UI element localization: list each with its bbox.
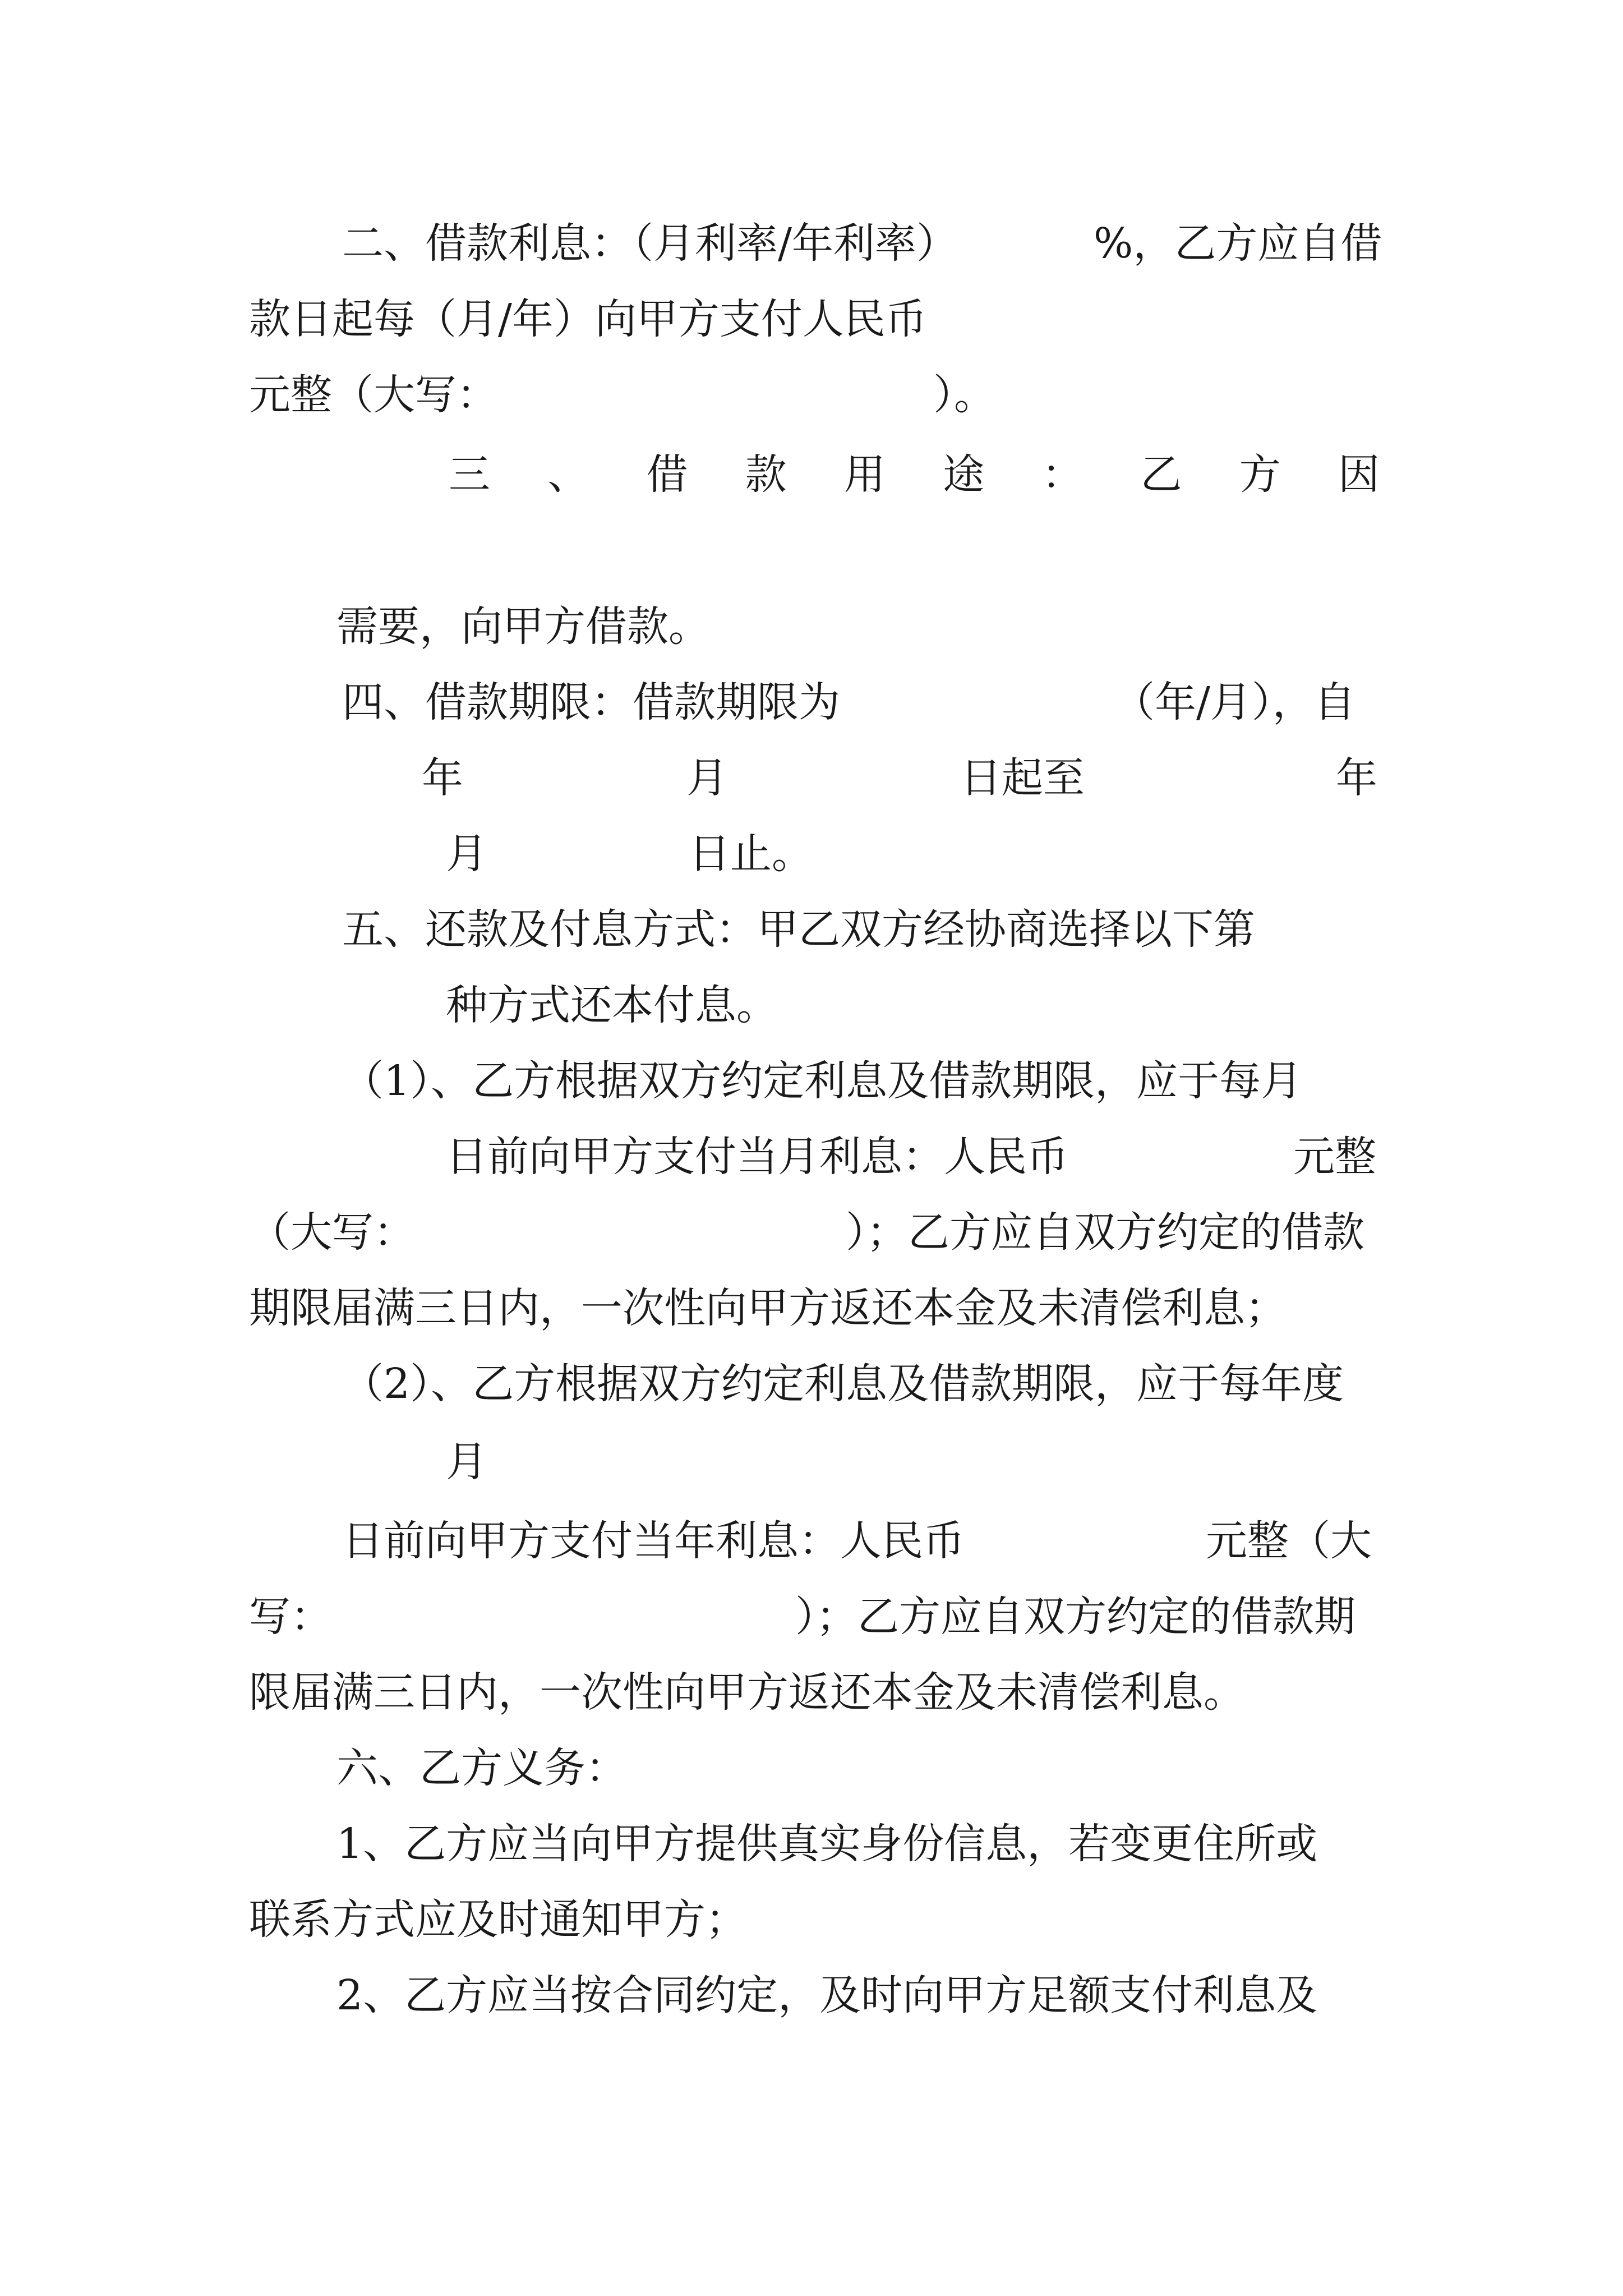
clause3-char: 乙 bbox=[1140, 450, 1182, 499]
option1-line3-a: （大写： bbox=[249, 1208, 415, 1257]
clause4-day-from: 日起至 bbox=[960, 754, 1085, 802]
clause4-year-1: 年 bbox=[422, 754, 463, 802]
clause3-char: 因 bbox=[1338, 450, 1380, 499]
clause3-char: 用 bbox=[843, 450, 886, 499]
clause3-char: 借 bbox=[646, 450, 688, 499]
clause3-char: 方 bbox=[1239, 450, 1281, 499]
clause6-title: 六、乙方义务： bbox=[336, 1744, 627, 1792]
clause2-line3-b: ）。 bbox=[933, 371, 995, 419]
clause5-line1: 五、还款及付息方式：甲乙双方经协商选择以下第 bbox=[342, 905, 1255, 954]
clause4-line1-a: 四、借款期限：借款期限为 bbox=[342, 678, 840, 726]
clause2-line3-a: 元整（大写： bbox=[249, 371, 498, 419]
clause2-line2: 款日起每（月/年）向甲方支付人民币 bbox=[249, 295, 927, 343]
clause3-line1 bbox=[449, 447, 1380, 503]
clause6-item1-line2: 联系方式应及时通知甲方； bbox=[249, 1895, 747, 1944]
clause6-item2-line1: 2、乙方应当按合同约定，及时向甲方足额支付利息及 bbox=[336, 1971, 1318, 2019]
option2-line3-a: 日前向甲方支付当年利息：人民币 bbox=[342, 1517, 965, 1565]
option1-line2-b: 元整 bbox=[1293, 1133, 1376, 1181]
option2-line2: 月 bbox=[446, 1438, 487, 1486]
clause4-line3-a: 月 bbox=[446, 830, 487, 878]
option2-line1: （2）、乙方根据双方约定利息及借款期限，应于每年度 bbox=[342, 1360, 1344, 1408]
clause3-char: ： bbox=[1041, 450, 1083, 499]
clause3-char: 款 bbox=[745, 450, 787, 499]
option1-line2-a: 日前向甲方支付当月利息：人民币 bbox=[446, 1133, 1068, 1181]
clause3-char: 三 bbox=[449, 450, 490, 499]
clause3-char: 途 bbox=[943, 450, 985, 499]
option2-line3-b: 元整（大 bbox=[1206, 1517, 1372, 1565]
clause4-line3-b: 日止。 bbox=[689, 830, 813, 878]
option1-line4: 期限届满三日内，一次性向甲方返还本金及未清偿利息； bbox=[249, 1284, 1287, 1332]
clause2-line1-b: %，乙方应自借 bbox=[1094, 219, 1382, 268]
option1-line1: （1）、乙方根据双方约定利息及借款期限，应于每月 bbox=[342, 1057, 1303, 1105]
option2-line4-a: 写： bbox=[249, 1593, 332, 1641]
clause6-item1-line1: 1、乙方应当向甲方提供真实身份信息，若变更住所或 bbox=[336, 1820, 1318, 1868]
option2-line5: 限届满三日内，一次性向甲方返还本金及未清偿利息。 bbox=[249, 1668, 1245, 1717]
clause5-line2: 种方式还本付息。 bbox=[446, 981, 778, 1029]
clause4-year-2: 年 bbox=[1336, 754, 1377, 802]
clause2-line1-a: 二、借款利息：（月利率/年利率） bbox=[342, 219, 958, 268]
clause4-month-1: 月 bbox=[686, 754, 728, 802]
clause4-line1-b: （年/月），自 bbox=[1113, 678, 1355, 726]
option1-line3-b: ）；乙方应自双方约定的借款 bbox=[846, 1208, 1364, 1257]
clause3-line2: 需要，向甲方借款。 bbox=[336, 602, 710, 651]
clause3-char: 、 bbox=[547, 450, 589, 499]
option2-line4-b: ）；乙方应自双方约定的借款期 bbox=[795, 1593, 1355, 1641]
